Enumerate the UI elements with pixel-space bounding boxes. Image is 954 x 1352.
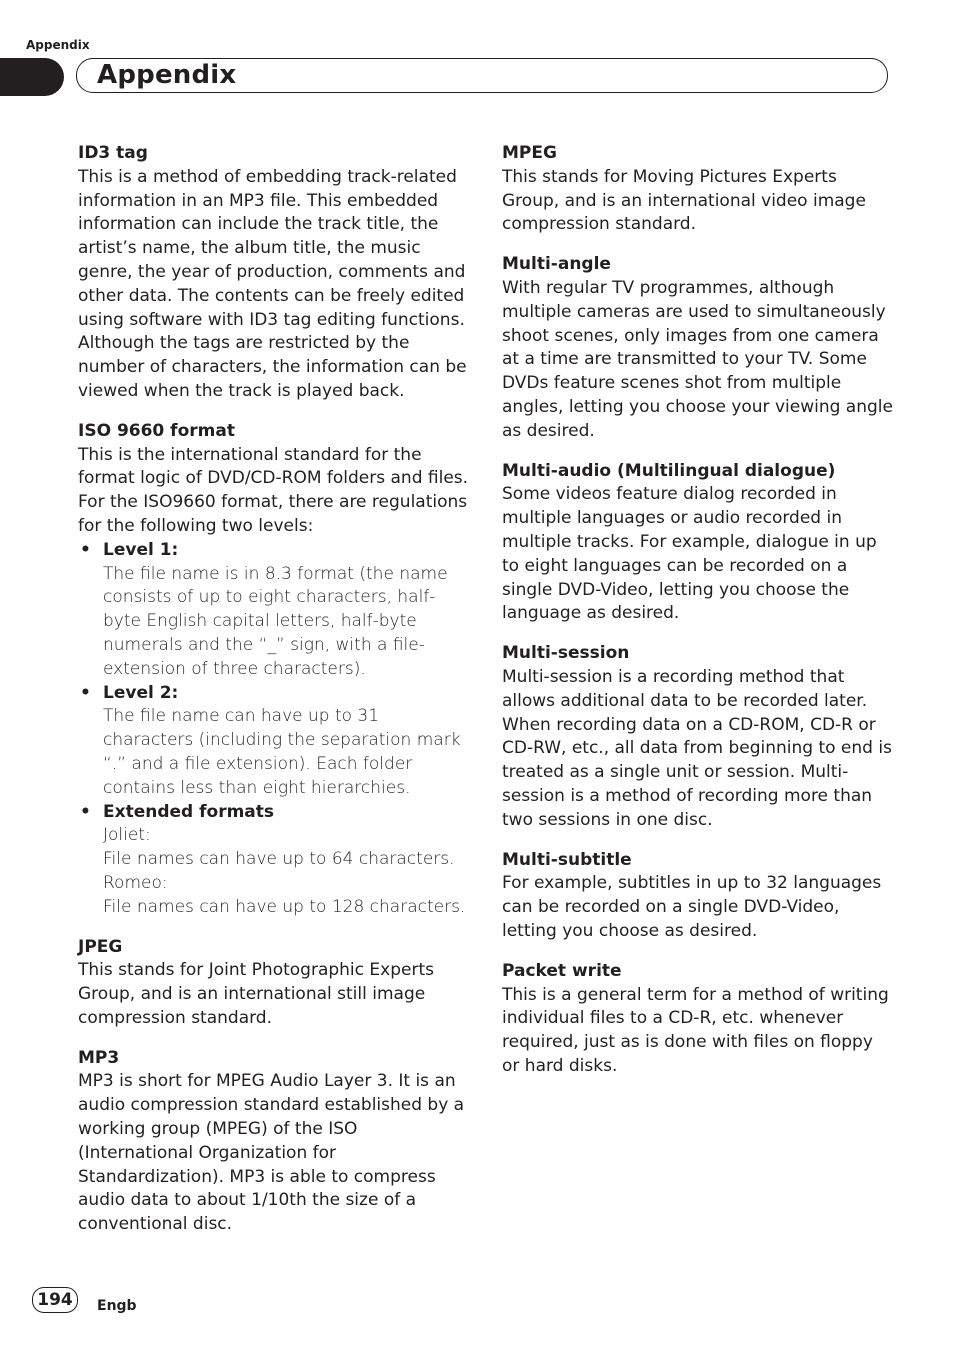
term-definition: This is a method of embedding track-related information in an MP3 file. This embedded information can include the track title, the artist’s name, the album title, the music genre, the year of production, comments and other data. The contents can be freely edited using software with ID3 tag editing functions. Although the tags are restricted by the number of characters, the information can be viewed when the track is played back. — [78, 166, 467, 401]
entry-multi-subtitle — [502, 849, 894, 944]
entry-mp3 — [78, 1047, 470, 1237]
term-definition: MP3 is short for MPEG Audio Layer 3. It is an audio compression standard established by a working group (MPEG) of the ISO (International Organization for Standardization). MP3 is able to compress audio data to about 1/10th the size of a conventional disc. — [78, 1071, 465, 1235]
language-code: Engb — [97, 1298, 137, 1314]
term-heading: Multi-session — [502, 643, 630, 664]
entry-packet-write — [502, 960, 894, 1079]
entry-mpeg — [502, 142, 894, 237]
term-definition: This stands for Moving Pictures Experts Group, and is an international video image compression standard. — [502, 166, 866, 235]
list-item-level-1 — [78, 539, 470, 682]
bullet-label: • Level 1: — [103, 539, 179, 560]
term-definition: This is a general term for a method of writing individual files to a CD-R, etc. whenever required, just as is done with files on floppy or hard disks. — [502, 984, 889, 1076]
joliet-text: File names can have up to 64 characters. — [103, 849, 455, 870]
entry-jpeg — [78, 936, 470, 1031]
entry-multi-angle — [502, 253, 894, 443]
term-heading: Packet write — [502, 960, 622, 981]
term-heading: Multi-audio (Multilingual dialogue) — [502, 460, 836, 481]
term-heading: MP3 — [78, 1047, 120, 1068]
term-definition: Some videos feature dialog recorded in multiple languages or audio recorded in multiple tracks. For example, dialogue in up to eight languages can be recorded on a single DVD-Video, letting you choose the language as desired. — [502, 484, 877, 624]
term-heading: ISO 9660 format — [78, 420, 235, 441]
entry-id3-tag — [78, 142, 470, 404]
page-number: 194 — [32, 1287, 78, 1313]
section-tab-marker — [0, 58, 64, 96]
term-definition: Multi-session is a recording method that allows additional data to be recorded later. When recording data on a CD-ROM, CD-R or CD-RW, etc., all data from beginning to end is treated as a single unit or session. Multi-session is a method of recording more than two sessions in one disc. — [502, 666, 892, 830]
term-definition: With regular TV programmes, although multiple cameras are used to simultaneously shoot scenes, only images from one camera at a time are transmitted to your TV. Some DVDs feature scenes shot from multiple angles, letting you choose your viewing angle as desired. — [502, 277, 893, 441]
bullet-label: • Extended formats — [103, 801, 275, 822]
term-heading: JPEG — [78, 936, 123, 957]
joliet-label: Joliet: — [103, 825, 151, 846]
running-head: Appendix — [26, 38, 90, 52]
term-heading: ID3 tag — [78, 143, 148, 163]
bullet-label: • Level 2: — [103, 682, 179, 703]
term-heading: MPEG — [502, 143, 557, 163]
title-banner — [76, 58, 888, 93]
list-item-extended-formats — [78, 801, 470, 920]
term-heading: Multi-subtitle — [502, 849, 632, 870]
bullet-text: The file name is in 8.3 format (the name consists of up to eight characters, half-byte English capital letters, half-byte numerals and the “_” sign, with a file-extension of three characters). — [103, 563, 448, 679]
right-column — [502, 142, 894, 1095]
term-definition: This stands for Joint Photographic Experts Group, and is an international still image compression standard. — [78, 960, 434, 1028]
term-definition: This is the international standard for the format logic of DVD/CD-ROM folders and files. For the ISO9660 format, there are regulations for the following two levels: — [78, 444, 469, 536]
romeo-label: Romeo: — [103, 872, 168, 893]
term-heading: Multi-angle — [502, 254, 611, 275]
entry-iso-9660 — [78, 420, 470, 920]
left-column — [78, 142, 470, 1253]
iso-levels-list — [78, 539, 470, 920]
term-definition: For example, subtitles in up to 32 languages can be recorded on a single DVD-Video, letting you choose as desired. — [502, 873, 882, 941]
list-item-level-2 — [78, 682, 470, 801]
bullet-text: The file name can have up to 31 characters (including the separation mark “.” and a file extension). Each folder contains less than eight hierarchies. — [103, 706, 461, 798]
entry-multi-audio — [502, 460, 894, 627]
page-title: Appendix — [97, 60, 237, 90]
romeo-text: File names can have up to 128 characters. — [103, 896, 466, 917]
entry-multi-session — [502, 642, 894, 832]
